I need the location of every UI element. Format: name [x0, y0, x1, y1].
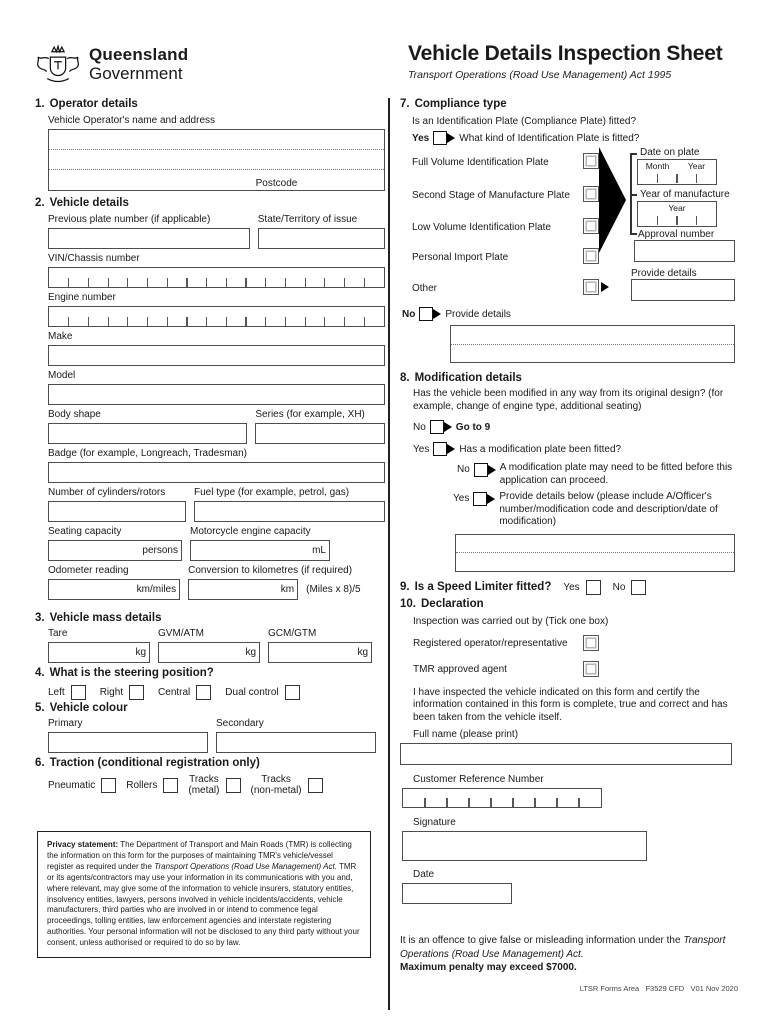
section-vehicle-details	[35, 197, 385, 604]
plate-fitted-yes-checkbox[interactable]	[473, 492, 487, 506]
section-title: Vehicle mass details	[49, 612, 162, 624]
plate-fitted-no-label: No	[457, 464, 470, 475]
arrow-icon	[488, 465, 496, 475]
limiter-no-checkbox[interactable]	[631, 580, 646, 595]
crn-input[interactable]	[402, 788, 602, 808]
section-operator-details	[35, 98, 385, 191]
arrow-icon	[444, 422, 452, 432]
gcm-label: GCM/GTM	[268, 628, 317, 639]
odometer-label: Odometer reading	[48, 565, 129, 576]
section-title: Modification details	[414, 372, 522, 384]
body-shape-label: Body shape	[48, 409, 101, 420]
limiter-yes-label: Yes	[563, 582, 580, 593]
secondary-colour-input[interactable]	[216, 732, 376, 753]
plate-full-volume-checkbox[interactable]	[583, 153, 599, 169]
signature-input[interactable]	[402, 831, 647, 861]
tare-label: Tare	[48, 628, 68, 639]
date-input[interactable]	[402, 883, 512, 904]
compliance-no-checkbox[interactable]	[419, 307, 433, 321]
month-label: Month	[645, 161, 670, 171]
primary-colour-label: Primary	[48, 718, 83, 729]
limiter-no-label: No	[612, 582, 626, 593]
opt-tmr-agent-checkbox[interactable]	[583, 661, 599, 677]
arrow-icon	[447, 444, 455, 454]
conversion-formula: (Miles x 8)/5	[306, 584, 361, 595]
compliance-yes-question: What kind of Identification Plate is fitted?	[459, 132, 640, 144]
moto-unit: mL	[312, 545, 326, 556]
compliance-yes-checkbox[interactable]	[433, 131, 447, 145]
gvm-unit: kg	[245, 647, 256, 658]
seating-unit: persons	[142, 545, 178, 556]
plate-personal-import-checkbox[interactable]	[583, 248, 599, 264]
section-number: 9.	[400, 581, 410, 593]
operator-name-label: Vehicle Operator's name and address	[48, 115, 216, 126]
section-compliance-type	[400, 98, 738, 370]
section-number: 4.	[35, 667, 45, 679]
mod-yes-checkbox[interactable]	[433, 442, 447, 456]
tare-unit: kg	[135, 647, 146, 658]
flow-arrow-icon	[599, 147, 626, 253]
bracket-stub	[630, 194, 637, 196]
limiter-yes-checkbox[interactable]	[586, 580, 601, 595]
section-title: Is a Speed Limiter fitted?	[414, 581, 552, 593]
badge-input[interactable]	[48, 462, 385, 483]
page-title: Vehicle Details Inspection Sheet	[408, 42, 723, 65]
tare-input[interactable]	[48, 642, 150, 663]
traction-pneumatic-checkbox[interactable]	[101, 778, 116, 793]
compliance-yes-label: Yes	[412, 132, 430, 144]
steering-dual-checkbox[interactable]	[285, 685, 300, 700]
series-input[interactable]	[255, 423, 385, 444]
full-name-input[interactable]	[400, 743, 732, 765]
engine-number-input[interactable]	[48, 306, 385, 327]
section-title: Vehicle colour	[49, 702, 128, 714]
arrow-icon	[433, 309, 441, 319]
engine-label: Engine number	[48, 292, 116, 303]
odometer-unit: km/miles	[136, 584, 177, 595]
max-penalty: Maximum penalty may exceed $7000.	[400, 962, 577, 973]
arrow-icon	[487, 494, 495, 504]
page-subtitle: Transport Operations (Road Use Management) Act 1995	[408, 69, 672, 81]
prev-plate-label: Previous plate number (if applicable)	[48, 214, 211, 225]
plate-low-volume-label: Low Volume Identification Plate	[412, 222, 551, 233]
section-title: Vehicle details	[49, 197, 129, 209]
state-label: State/Territory of issue	[257, 214, 358, 225]
conversion-label: Conversion to kilometres (if required)	[188, 565, 353, 576]
other-provide-details-input[interactable]	[631, 279, 735, 301]
fuel-label: Fuel type (for example, petrol, gas)	[194, 487, 350, 498]
mod-yes-question: Has a modification plate been fitted?	[459, 443, 622, 455]
logo-sub: Government	[89, 64, 183, 83]
traction-tracks-nonmetal-checkbox[interactable]	[308, 778, 323, 793]
steering-left-label: Left	[48, 687, 65, 698]
year-label: Year	[687, 161, 706, 171]
state-input[interactable]	[258, 228, 385, 249]
qld-coat-of-arms-icon	[35, 40, 81, 88]
conversion-unit: km	[280, 584, 295, 595]
privacy-statement: Privacy statement: The Department of Transport and Main Roads (TMR) is collecting the information on this form for the purposes of maintaining TMR's vehicle/vessel register as required under the Transport Operations (Road Use Management) Act. TMR or its agents/contractors may use your information in its communications with you and, where relevant, may give some of the information to vehicle insurers, statutory entities, insolvency entities, lawyers, persons involved in vehicle incidents/accidents, vehicle manufacturers, third parties who are involved in or intend to commence legal proceedings, tolling entities, law enforcement agencies and interstate registering authorities. Your personal information will not be disclosed to any third party without your consent, unless authorised or required to do so by law.	[35, 831, 385, 958]
plate-second-stage-checkbox[interactable]	[583, 186, 599, 202]
plate-other-label: Other	[412, 283, 438, 294]
section-declaration	[400, 598, 738, 904]
steering-dual-label: Dual control	[225, 687, 279, 698]
conversion-input[interactable]	[188, 579, 298, 600]
approval-number-label: Approval number	[638, 229, 715, 240]
section-number: 1.	[35, 98, 45, 110]
steering-central-checkbox[interactable]	[196, 685, 211, 700]
gvm-label: GVM/ATM	[158, 628, 204, 639]
section-vehicle-colour	[35, 702, 385, 757]
traction-tracks-metal-checkbox[interactable]	[226, 778, 241, 793]
compliance-no-label: No	[402, 308, 416, 320]
traction-pneumatic-label: Pneumatic	[48, 779, 96, 791]
section-modification-details	[400, 372, 738, 572]
section-title: What is the steering position?	[49, 667, 214, 679]
approval-number-input[interactable]	[634, 240, 735, 262]
arrow-icon	[601, 282, 609, 292]
moto-capacity-label: Motorcycle engine capacity	[190, 526, 311, 537]
qld-government-logo	[35, 40, 188, 88]
goto9-label: Go to 9	[455, 421, 491, 433]
traction-rollers-checkbox[interactable]	[163, 778, 178, 793]
form-footer: LTSR Forms Area F3529 CFD V01 Nov 2020	[579, 984, 738, 993]
make-label: Make	[48, 331, 73, 342]
postcode-label: Postcode	[255, 178, 298, 189]
seating-input[interactable]	[48, 540, 182, 561]
bracket-stub	[630, 153, 637, 155]
section-number: 2.	[35, 197, 45, 209]
section-number: 5.	[35, 702, 45, 714]
opt-tmr-agent-label: TMR approved agent	[413, 663, 507, 675]
address-line-1[interactable]	[49, 130, 384, 150]
year-of-manufacture-input[interactable]	[637, 201, 717, 227]
steering-right-checkbox[interactable]	[129, 685, 144, 700]
mod-yes-label: Yes	[413, 443, 430, 455]
offence-notice: It is an offence to give false or misleading information under the Transport Operations (Road Use Management) Act. Maximum penalty may exceed $7000.	[400, 934, 738, 975]
traction-rollers-label: Rollers	[126, 779, 158, 791]
gcm-input[interactable]	[268, 642, 372, 663]
odometer-input[interactable]	[48, 579, 180, 600]
plate-other-checkbox[interactable]	[583, 279, 599, 295]
crn-label: Customer Reference Number	[413, 774, 544, 785]
section-title: Compliance type	[414, 98, 507, 110]
other-provide-details-label: Provide details	[631, 268, 697, 279]
vin-input[interactable]	[48, 267, 385, 288]
modification-details-input[interactable]	[455, 534, 735, 572]
section-number: 10.	[400, 598, 416, 610]
plate-fitted-yes-text: Provide details below (please include A/Officer's number/modification code and description/date of modification)	[499, 491, 718, 527]
model-label: Model	[48, 370, 76, 381]
date-label: Date	[413, 869, 435, 880]
declaration-intro: Inspection was carried out by (Tick one box)	[413, 616, 609, 627]
fuel-input[interactable]	[194, 501, 385, 522]
opt-registered-operator-checkbox[interactable]	[583, 635, 599, 651]
no-provide-details-input[interactable]	[450, 325, 735, 363]
logo-name: Queensland	[89, 45, 189, 64]
model-input[interactable]	[48, 384, 385, 405]
bracket-stub	[630, 233, 637, 235]
section-traction: 6. Traction (conditional registration only) Pneumatic Rollers Tracks (metal) Tracks (non-metal)	[35, 757, 385, 796]
plate-fitted-no-text: A modification plate may need to be fitted before this application can proceed.	[499, 462, 733, 486]
plate-fitted-no-checkbox[interactable]	[474, 463, 488, 477]
section-title: Declaration	[421, 598, 484, 610]
section-number: 8.	[400, 372, 410, 384]
mod-no-label: No	[413, 421, 426, 433]
plate-personal-import-label: Personal Import Plate	[412, 252, 509, 263]
plate-second-stage-label: Second Stage of Manufacture Plate	[412, 190, 570, 201]
moto-capacity-input[interactable]	[190, 540, 330, 561]
year-of-manufacture-label: Year of manufacture	[640, 189, 730, 200]
arrow-icon	[447, 133, 455, 143]
series-label: Series (for example, XH)	[255, 409, 365, 420]
badge-label: Badge (for example, Longreach, Tradesman)	[48, 448, 247, 459]
cylinders-input[interactable]	[48, 501, 186, 522]
signature-label: Signature	[413, 817, 456, 828]
full-name-label: Full name (please print)	[413, 729, 519, 740]
vin-label: VIN/Chassis number	[48, 253, 140, 264]
mod-no-checkbox[interactable]	[430, 420, 444, 434]
address-line-2[interactable]	[49, 150, 384, 170]
opt-registered-operator-label: Registered operator/representative	[413, 637, 568, 649]
prev-plate-input[interactable]	[48, 228, 250, 249]
plate-low-volume-checkbox[interactable]	[583, 218, 599, 234]
traction-tracks-metal-label: Tracks	[189, 774, 219, 785]
make-input[interactable]	[48, 345, 385, 366]
cylinders-label: Number of cylinders/rotors	[48, 487, 166, 498]
date-on-plate-label: Date on plate	[640, 147, 700, 158]
compliance-question: Is an Identification Plate (Compliance Plate) fitted?	[412, 116, 637, 127]
section-number: 3.	[35, 612, 45, 624]
steering-central-label: Central	[158, 687, 191, 698]
steering-right-label: Right	[99, 687, 124, 698]
plate-full-volume-label: Full Volume Identification Plate	[412, 157, 549, 168]
column-divider	[388, 98, 390, 1010]
gvm-input[interactable]	[158, 642, 260, 663]
section-number: 7.	[400, 98, 410, 110]
body-shape-input[interactable]	[48, 423, 247, 444]
section-speed-limiter	[400, 580, 738, 595]
seating-label: Seating capacity	[48, 526, 122, 537]
declaration-certify-text: I have inspected the vehicle indicated on this form and certify the information contained in this form is complete, true and correct and has been taken from the vehicle itself.	[413, 686, 728, 723]
date-on-plate-input[interactable]	[637, 159, 717, 185]
year-label: Year	[668, 203, 686, 213]
primary-colour-input[interactable]	[48, 732, 208, 753]
traction-tracks-nonmetal-label: Tracks	[261, 774, 291, 785]
section-steering-position	[35, 667, 385, 700]
section-title: Traction (conditional registration only)	[49, 757, 260, 769]
section-title: Operator details	[49, 98, 138, 110]
secondary-colour-label: Secondary	[216, 718, 264, 729]
section-vehicle-mass	[35, 612, 385, 667]
modification-question: Has the vehicle been modified in any way from its original design? (for example, change of engine type, additional seating)	[413, 388, 724, 412]
privacy-label: Privacy statement:	[47, 840, 119, 849]
operator-name-address-input[interactable]	[48, 129, 385, 191]
no-provide-details-label: Provide details	[445, 308, 511, 320]
section-number: 6.	[35, 757, 45, 769]
gcm-unit: kg	[357, 647, 368, 658]
plate-fitted-yes-label: Yes	[453, 493, 470, 504]
steering-left-checkbox[interactable]	[71, 685, 86, 700]
